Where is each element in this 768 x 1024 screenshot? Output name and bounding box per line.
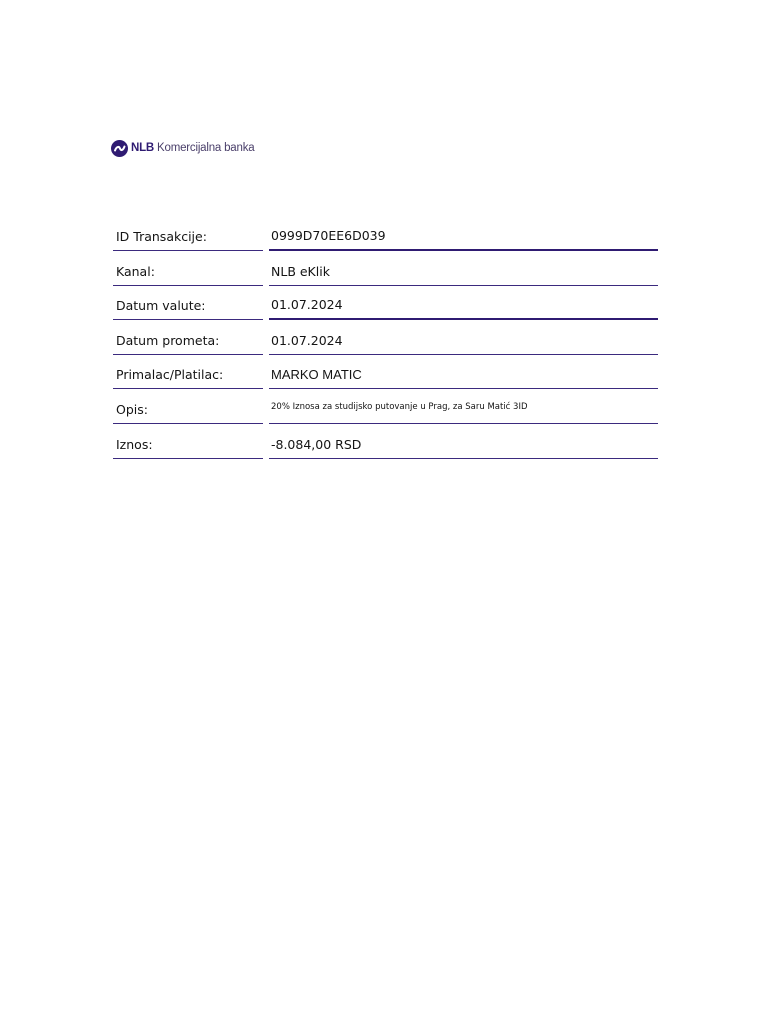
value-datum-valute: 01.07.2024	[271, 297, 343, 313]
detail-label-cell	[113, 426, 263, 459]
label-iznos: Iznos:	[116, 436, 153, 452]
detail-value-cell	[269, 391, 658, 424]
label-datum-prometa: Datum prometa:	[116, 332, 220, 348]
value-id-transakcije: 0999D70EE6D039	[271, 228, 386, 243]
detail-row-datum-prometa	[113, 322, 658, 357]
detail-value-cell	[269, 322, 658, 355]
detail-label-cell	[113, 356, 263, 389]
detail-label-cell	[113, 287, 263, 320]
label-opis: Opis:	[116, 401, 148, 417]
detail-row-iznos	[113, 426, 658, 461]
label-datum-valute: Datum valute:	[116, 298, 206, 314]
detail-label-cell	[113, 218, 263, 251]
value-opis: 20% Iznosa za studijsko putovanje u Prag, za Saru Matić 3ID	[271, 401, 528, 412]
bank-brand: NLB	[131, 142, 155, 154]
detail-value-cell	[269, 253, 658, 286]
transaction-details	[113, 218, 658, 460]
detail-row-datum-valute	[113, 287, 658, 322]
detail-label-cell	[113, 322, 263, 355]
detail-row-primalac	[113, 356, 658, 391]
nlb-logo-icon	[111, 140, 128, 157]
bank-logo	[111, 139, 254, 157]
detail-value-cell	[269, 426, 658, 459]
detail-value-cell	[269, 287, 658, 320]
detail-label-cell	[113, 391, 263, 424]
detail-row-opis	[113, 391, 658, 426]
detail-value-cell	[269, 218, 658, 251]
value-iznos: -8.084,00 RSD	[271, 436, 362, 452]
detail-row-id	[113, 218, 658, 253]
detail-label-cell	[113, 253, 263, 286]
value-primalac-platilac: MARKO MATIC	[271, 367, 362, 383]
value-kanal: NLB eKlik	[271, 263, 330, 279]
value-datum-prometa: 01.07.2024	[271, 332, 343, 348]
label-primalac-platilac: Primalac/Platilac:	[116, 367, 224, 383]
label-id-transakcije: ID Transakcije:	[116, 229, 207, 244]
detail-row-kanal	[113, 253, 658, 288]
bank-name	[131, 142, 254, 154]
detail-value-cell	[269, 356, 658, 389]
bank-name-rest: Komercijalna banka	[157, 142, 255, 154]
label-kanal: Kanal:	[116, 263, 155, 279]
